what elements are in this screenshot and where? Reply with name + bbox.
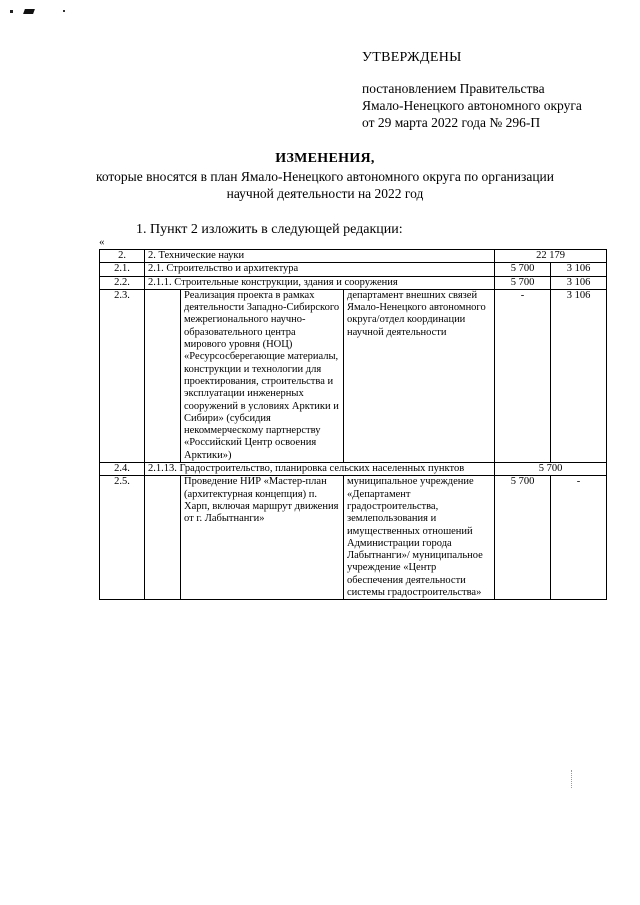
plan-table bbox=[99, 249, 607, 600]
document-title: ИЗМЕНЕНИЯ, bbox=[275, 151, 375, 166]
row-executor: муниципальное учреждение «Департамент градостроительства, землепользования и имущественных отношений Администрации города Лабытнанги»/ муниципальное учреждение «Центр обеспечения деятельности системы градостроительства» bbox=[344, 476, 495, 600]
row-title: 2.1.1. Строительные конструкции, здания и сооружения bbox=[145, 276, 495, 289]
approval-line: постановлением Правительства bbox=[362, 81, 545, 96]
table-row bbox=[100, 250, 607, 263]
blank-cell bbox=[145, 476, 181, 600]
row-value-2: 3 106 bbox=[551, 289, 607, 462]
approval-title: УТВЕРЖДЕНЫ bbox=[362, 50, 462, 65]
row-title: 2. Технические науки bbox=[145, 250, 495, 263]
row-number: 2.5. bbox=[100, 476, 145, 600]
row-total: 22 179 bbox=[495, 250, 607, 263]
row-value-2: 3 106 bbox=[551, 263, 607, 276]
scan-speck bbox=[10, 10, 13, 13]
row-total: 5 700 bbox=[495, 463, 607, 476]
intro-paragraph: 1. Пункт 2 изложить в следующей редакции: bbox=[136, 222, 403, 237]
document-subtitle: которые вносятся в план Ямало-Ненецкого автономного округа по организации bbox=[95, 169, 555, 184]
row-value-1: 5 700 bbox=[495, 476, 551, 600]
row-number: 2.2. bbox=[100, 276, 145, 289]
approval-stamp bbox=[362, 50, 582, 131]
blank-cell bbox=[145, 289, 181, 462]
open-quote: « bbox=[99, 236, 105, 248]
row-value-1: 5 700 bbox=[495, 263, 551, 276]
document-subtitle: научной деятельности на 2022 год bbox=[226, 186, 424, 201]
table-row bbox=[100, 276, 607, 289]
row-activity: Реализация проекта в рамках деятельности Западно-Сибирского межрегионального научно-образовательного центра мирового уровня (НОЦ) «Ресурсосберегающие материалы, конструкции и технологии для проектирования, строительства и эксплуатации инженерных сооружений в условиях Арктики и Сибири» (субсидия некоммерческому партнерству «Российский Центр освоения Арктики») bbox=[181, 289, 344, 462]
row-value-2: - bbox=[551, 476, 607, 600]
table-row bbox=[100, 463, 607, 476]
row-number: 2.1. bbox=[100, 263, 145, 276]
row-executor: департамент внешних связей Ямало-Ненецкого автономного округа/отдел координации научной деятельности bbox=[344, 289, 495, 462]
scan-speck bbox=[571, 770, 573, 788]
row-value-1: - bbox=[495, 289, 551, 462]
row-number: 2.4. bbox=[100, 463, 145, 476]
row-number: 2.3. bbox=[100, 289, 145, 462]
document-heading bbox=[40, 150, 610, 202]
row-title: 2.1.13. Градостроительство, планировка сельских населенных пунктов bbox=[145, 463, 495, 476]
scan-speck bbox=[63, 10, 65, 12]
approval-line: от 29 марта 2022 года № 296-П bbox=[362, 115, 541, 130]
row-title: 2.1. Строительство и архитектура bbox=[145, 263, 495, 276]
row-value-2: 3 106 bbox=[551, 276, 607, 289]
row-value-1: 5 700 bbox=[495, 276, 551, 289]
approval-line: Ямало-Ненецкого автономного округа bbox=[362, 98, 582, 113]
scan-speck bbox=[23, 9, 35, 14]
table-row bbox=[100, 476, 607, 600]
table-row bbox=[100, 263, 607, 276]
row-number: 2. bbox=[100, 250, 145, 263]
row-activity: Проведение НИР «Мастер-план (архитектурная концепция) п. Харп, включая маршрут движения от г. Лабытнанги» bbox=[181, 476, 344, 600]
table-row bbox=[100, 289, 607, 462]
